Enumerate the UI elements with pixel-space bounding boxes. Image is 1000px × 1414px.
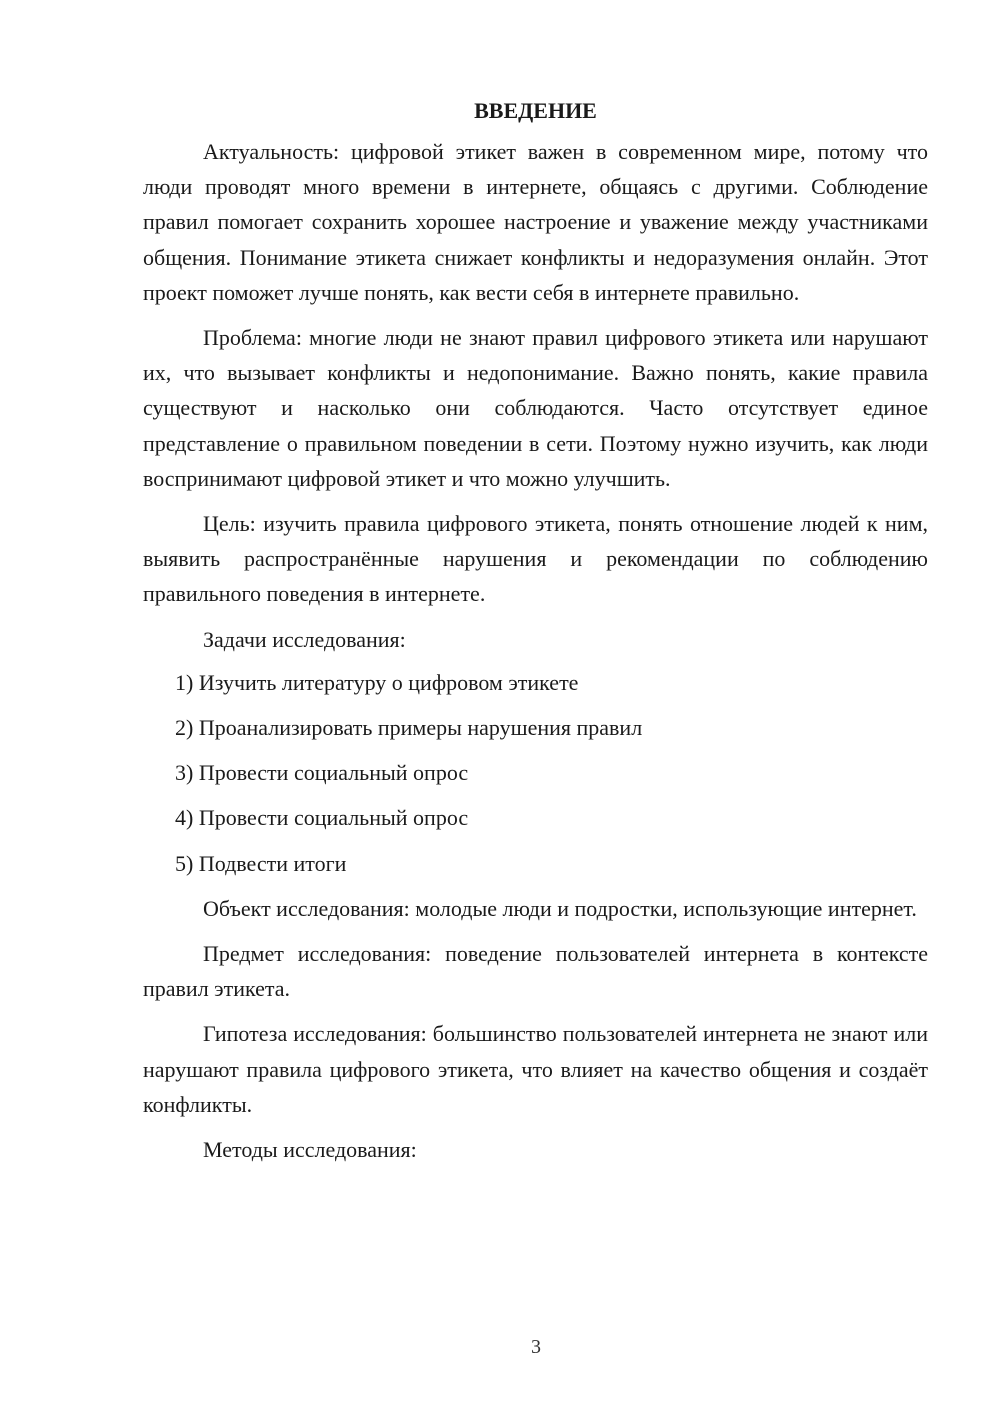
problem-paragraph: Проблема: многие люди не знают правил цифрового этикета или нарушают их, что вызывает конфликты и недопонимание. Важно понять, какие правила существуют и насколько они соблюдаются. Часто отсутствует единое представление о правильном поведении в сети. Поэтому нужно изучить, как люди воспринимают цифровой этикет и что можно улучшить.: [143, 325, 928, 491]
tasks-list: [143, 665, 928, 881]
tasks-label: Задачи исследования:: [203, 626, 406, 652]
list-item: 3) Провести социальный опрос: [175, 760, 469, 786]
list-item: 2) Проанализировать примеры нарушения правил: [175, 715, 643, 741]
list-item: 1) Изучить литературу о цифровом этикете: [175, 669, 579, 695]
methods-label: Методы исследования:: [203, 1137, 417, 1163]
page-body: [143, 94, 928, 1167]
page-number: 3: [531, 1336, 541, 1358]
subject-paragraph: Предмет исследования: поведение пользователей интернета в контексте правил этикета.: [143, 941, 928, 1002]
hypothesis-paragraph: Гипотеза исследования: большинство пользователей интернета не знают или нарушают правила цифрового этикета, что влияет на качество общения и создаёт конфликты.: [143, 1021, 928, 1117]
list-item: 5) Подвести итоги: [175, 850, 347, 876]
object-paragraph: Объект исследования: молодые люди и подростки, использующие интернет.: [203, 895, 917, 921]
page-title: ВВЕДЕНИЕ: [474, 98, 597, 123]
list-item: 4) Провести социальный опрос: [175, 805, 469, 831]
relevance-paragraph: Актуальность: цифровой этикет важен в современном мире, потому что люди проводят много времени в интернете, общаясь с другими. Соблюдение правил помогает сохранить хорошее настроение и уважение между участниками общения. Понимание этикета снижает конфликты и недоразумения онлайн. Этот проект поможет лучше понять, как вести себя в интернете правильно.: [143, 139, 928, 305]
goal-paragraph: Цель: изучить правила цифрового этикета, понять отношение людей к ним, выявить распространённые нарушения и рекомендации по соблюдению правильного поведения в интернете.: [143, 511, 928, 607]
